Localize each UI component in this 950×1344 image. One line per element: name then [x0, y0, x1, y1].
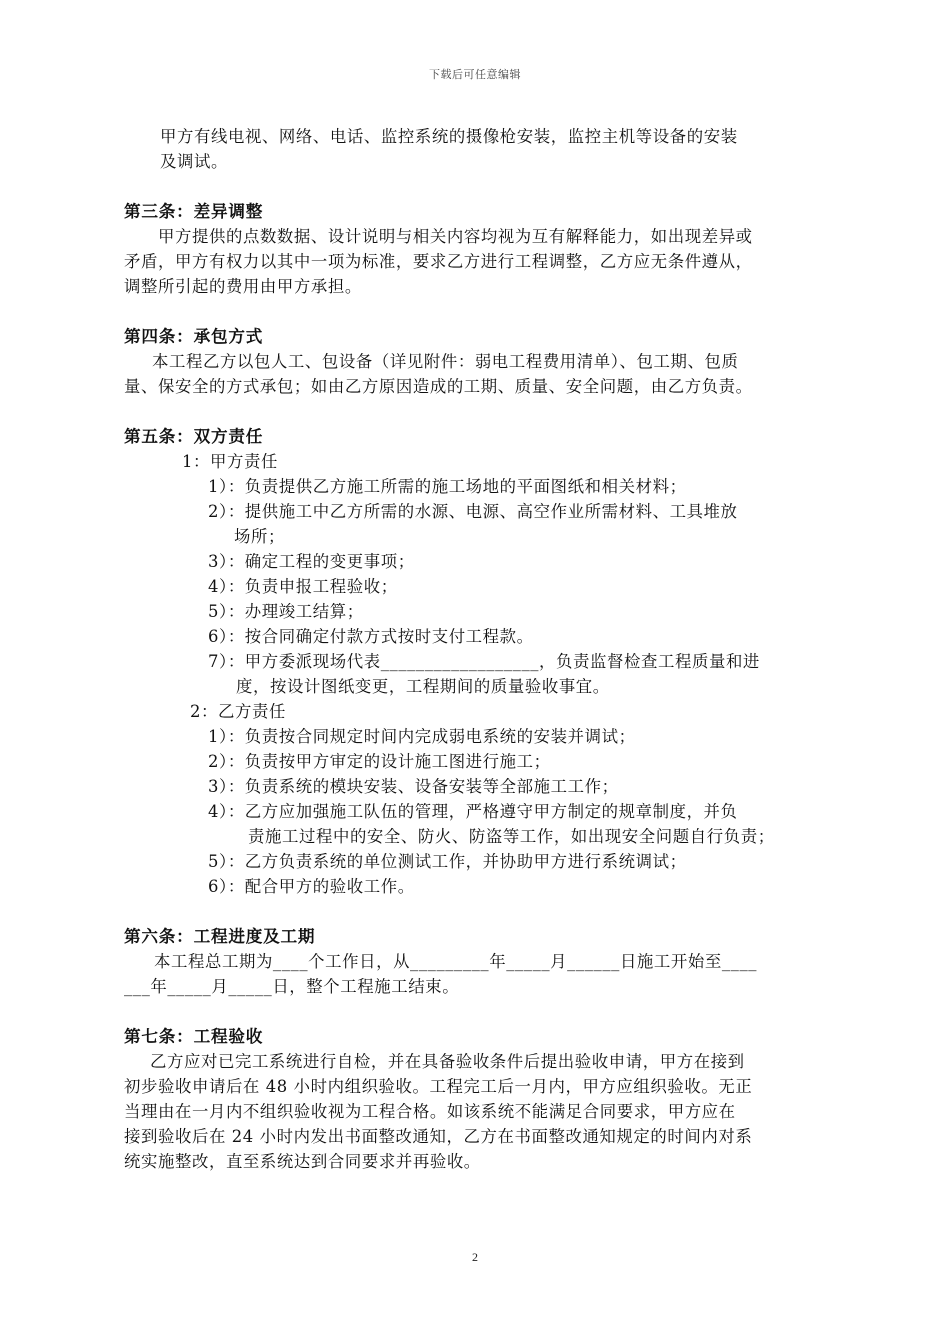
text-line: 2：乙方责任 — [190, 702, 286, 721]
paragraph-gap — [124, 899, 834, 924]
paragraph-gap — [124, 299, 834, 324]
text-line: 乙方应对已完工系统进行自检，并在具备验收条件后提出验收申请，甲方在接到 — [150, 1052, 745, 1071]
text-line: 量、保安全的方式承包；如由乙方原因造成的工期、质量、安全问题，由乙方负责。 — [124, 377, 753, 396]
text-line: 甲方有线电视、网络、电话、监控系统的摄像枪安装，监控主机等设备的安装 — [160, 127, 738, 146]
paragraph-gap — [124, 999, 834, 1024]
text-line: 矛盾，甲方有权力以其中一项为标准，要求乙方进行工程调整，乙方应无条件遵从， — [124, 252, 753, 271]
text-line: 1）：负责按合同规定时间内完成弱电系统的安装并调试； — [208, 727, 636, 746]
text-line: 3）：负责系统的模块安装、设备安装等全部施工工作； — [208, 777, 619, 796]
text-line: 本工程乙方以包人工、包设备（详见附件：弱电工程费用清单）、包工期、包质 — [152, 352, 739, 371]
text-line: 当理由在一月内不组织验收视为工程合格。如该系统不能满足合同要求，甲方应在 — [124, 1102, 736, 1121]
text-line: 3）：确定工程的变更事项； — [208, 552, 415, 571]
page-header: 下载后可任意编辑 — [429, 68, 521, 81]
section-heading: 第五条：双方责任 — [124, 427, 264, 446]
text-line: 初步验收申请后在 48 小时内组织验收。工程完工后一月内，甲方应组织验收。无正 — [124, 1077, 753, 1096]
text-line: 及调试。 — [160, 152, 228, 171]
text-line: 1）：负责提供乙方施工所需的施工场地的平面图纸和相关材料； — [208, 477, 687, 496]
text-line: 4）：负责申报工程验收； — [208, 577, 398, 596]
text-line: 统实施整改，直至系统达到合同要求并再验收。 — [124, 1152, 481, 1171]
section-heading: 第七条：工程验收 — [124, 1027, 264, 1046]
text-line: 6）：按合同确定付款方式按时支付工程款。 — [208, 627, 534, 646]
section-heading: 第六条：工程进度及工期 — [124, 927, 316, 946]
text-line: 5）：乙方负责系统的单位测试工作，并协助甲方进行系统调试； — [208, 852, 687, 871]
text-line: 责施工过程中的安全、防火、防盗等工作，如出现安全问题自行负责； — [248, 827, 775, 846]
paragraph-gap — [124, 399, 834, 424]
text-line: 2）：提供施工中乙方所需的水源、电源、高空作业所需材料、工具堆放 — [208, 502, 738, 521]
section-heading: 第三条：差异调整 — [124, 202, 264, 221]
text-line: 甲方提供的点数数据、设计说明与相关内容均视为互有解释能力，如出现差异或 — [158, 227, 753, 246]
text-line: 调整所引起的费用由甲方承担。 — [124, 277, 362, 296]
text-line: 度，按设计图纸变更，工程期间的质量验收事宜。 — [236, 677, 610, 696]
text-line: 接到验收后在 24 小时内发出书面整改通知，乙方在书面整改通知规定的时间内对系 — [124, 1127, 753, 1146]
paragraph-gap — [124, 174, 834, 199]
text-line: 2）：负责按甲方审定的设计施工图进行施工； — [208, 752, 551, 771]
section-heading: 第四条：承包方式 — [124, 327, 264, 346]
document-body — [124, 124, 834, 1174]
text-line: 1：甲方责任 — [182, 452, 278, 471]
text-line: 场所； — [234, 527, 285, 546]
text-line: ___年_____月_____日，整个工程施工结束。 — [124, 977, 460, 996]
text-line: 5）：办理竣工结算； — [208, 602, 364, 621]
text-line: 本工程总工期为____个工作日，从_________年_____月______日施工开始至____ — [154, 952, 758, 971]
text-line: 6）：配合甲方的验收工作。 — [208, 877, 415, 896]
page-number: 2 — [472, 1250, 478, 1264]
text-line: 4）：乙方应加强施工队伍的管理，严格遵守甲方制定的规章制度，并负 — [208, 802, 738, 821]
text-line: 7）：甲方委派现场代表__________________，负责监督检查工程质量和进 — [208, 652, 760, 671]
